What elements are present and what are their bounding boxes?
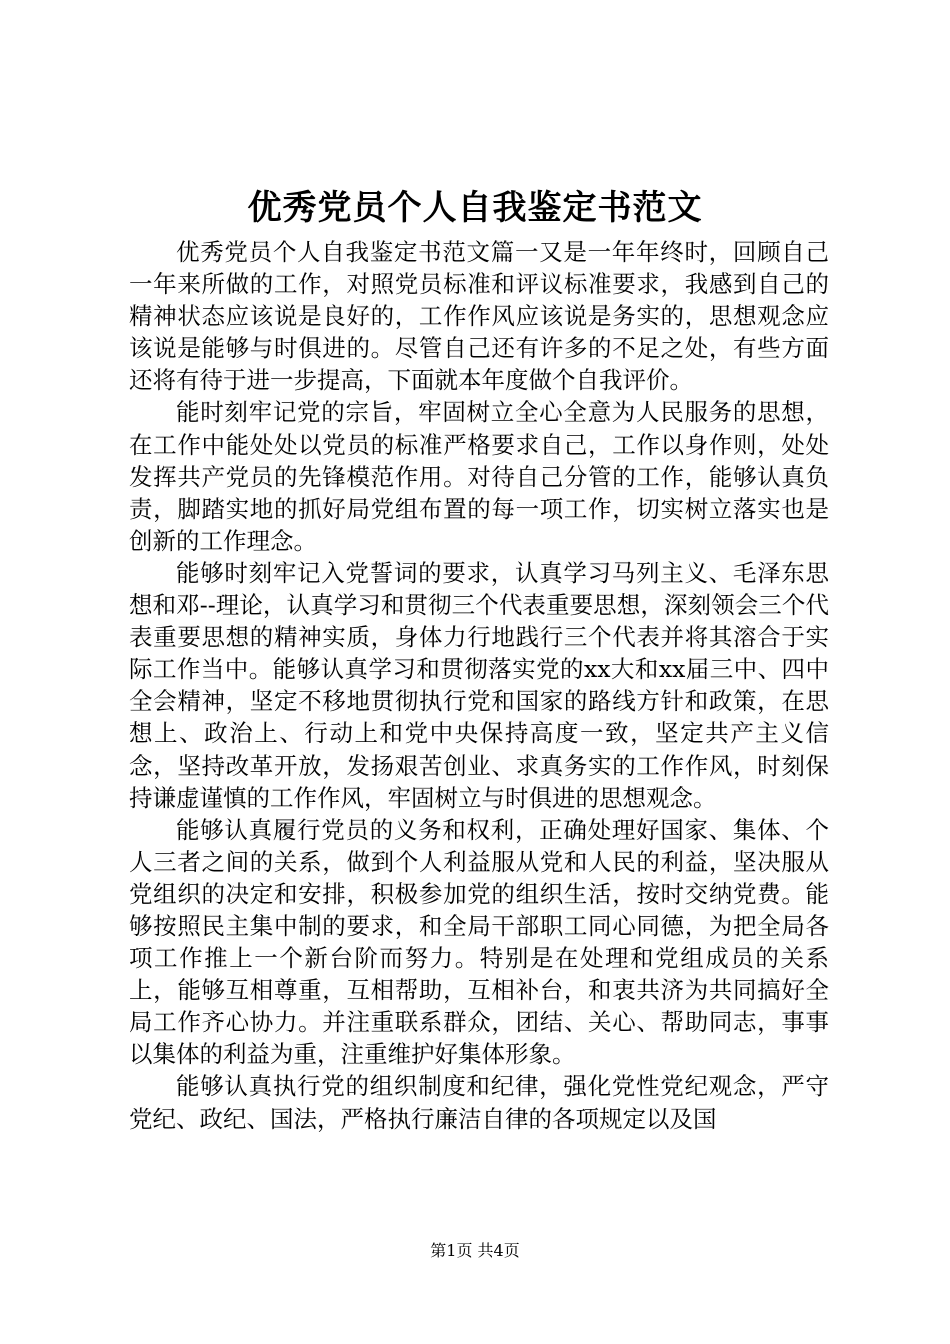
document-title: 优秀党员个人自我鉴定书范文 — [247, 188, 703, 228]
paragraph-1: 优秀党员个人自我鉴定书范文篇一又是一年年终时，回顾自己一年来所做的工作，对照党员标准和评议标准要求，我感到自己的精神状态应该说是良好的，工作作风应该说是务实的，思想观念应该说是能够与时俱进的。尽管自己还有许多的不足之处，有些方面还将有待于进一步提高，下面就本年度做个自我评价。 — [129, 238, 829, 395]
page-number-footer: 第1页 共4页 — [430, 1241, 520, 1260]
paragraph-4: 能够认真履行党员的义务和权利，正确处理好国家、集体、个人三者之间的关系，做到个人利益服从党和人民的利益，坚决服从党组织的决定和安排，积极参加党的组织生活，按时交纳党费。能够按照民主集中制的要求，和全局干部职工同心同德，为把全局各项工作推上一个新台阶而努力。特别是在处理和党组成员的关系上，能够互相尊重，互相帮助，互相补台，和衷共济为共同搞好全局工作齐心协力。并注重联系群众，团结、关心、帮助同志，事事以集体的利益为重，注重维护好集体形象。 — [129, 815, 829, 1069]
paragraph-3: 能够时刻牢记入党誓词的要求，认真学习马列主义、毛泽东思想和邓--理论，认真学习和贯彻三个代表重要思想，深刻领会三个代表重要思想的精神实质，身体力行地践行三个代表并将其溶合于实际工作当中。能够认真学习和贯彻落实党的xx大和xx届三中、四中全会精神，坚定不移地贯彻执行党和国家的路线方针和政策，在思想上、政治上、行动上和党中央保持高度一致，坚定共产主义信念，坚持改革开放，发扬艰苦创业、求真务实的工作作风，时刻保持谦虚谨慎的工作作风，牢固树立与时俱进的思想观念。 — [129, 558, 829, 812]
paragraph-2: 能时刻牢记党的宗旨，牢固树立全心全意为人民服务的思想，在工作中能处处以党员的标准严格要求自己，工作以身作则，处处发挥共产党员的先锋模范作用。对待自己分管的工作，能够认真负责，脚踏实地的抓好局党组布置的每一项工作，切实树立落实也是创新的工作理念。 — [129, 398, 829, 555]
document-body — [129, 236, 829, 1135]
paragraph-5: 能够认真执行党的组织制度和纪律，强化党性党纪观念，严守党纪、政纪、国法，严格执行廉洁自律的各项规定以及国 — [129, 1072, 829, 1133]
